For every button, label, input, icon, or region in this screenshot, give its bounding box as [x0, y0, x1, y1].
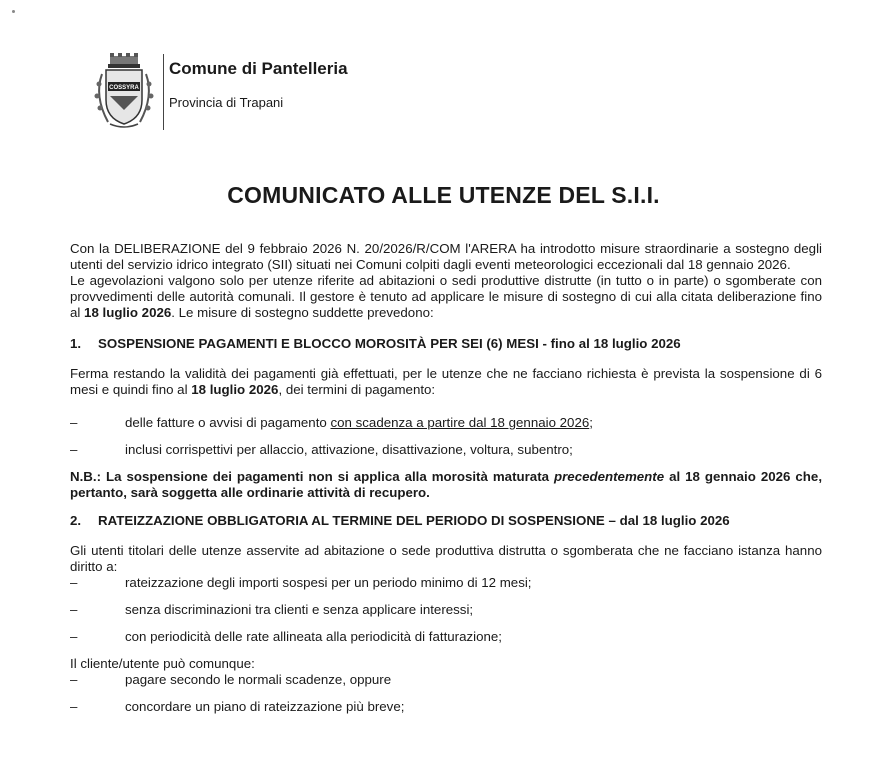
section-1-number: 1. — [70, 336, 82, 351]
bullet-dash: – — [70, 672, 78, 687]
nota-bene-text: N.B.: La sospensione dei pagamenti non si applica alla morosità maturata — [70, 469, 554, 484]
section-1-deadline-date: 18 luglio 2026 — [191, 382, 279, 397]
intro-paragraph-2-tail: . Le misure di sostegno suddette prevedono: — [171, 305, 434, 320]
bullet-text — [125, 415, 593, 431]
document-title: COMUNICATO ALLE UTENZE DEL S.I.I. — [227, 182, 660, 208]
document-body — [70, 241, 822, 715]
bullet-dash: – — [70, 415, 78, 430]
intro-paragraph-1: Con la DELIBERAZIONE del 9 febbraio 2026 N. 20/2026/R/COM l'ARERA ha introdotto misure straordinarie a sostegno degli utenti del servizio idrico integrato (SII) situati nei Comuni colpiti dagli eventi meteorologici eccezionali dal 18 gennaio 2026. — [70, 241, 822, 272]
list-item — [70, 699, 822, 715]
section-2-paragraph: Gli utenti titolari delle utenze asservite ad abitazione o sede produttiva distrutta o sgomberata che ne facciano istanza hanno diritto a: — [70, 543, 822, 574]
bullet-dash: – — [70, 602, 78, 617]
nota-bene-emphasis: precedentemente — [554, 469, 665, 484]
municipality-name: Comune di Pantelleria — [169, 59, 348, 78]
section-1-paragraph-tail: , dei termini di pagamento: — [278, 382, 436, 397]
province-name: Provincia di Trapani — [169, 95, 284, 110]
bullet-text-lead: delle fatture o avvisi di pagamento — [125, 415, 331, 430]
section-1-paragraph — [70, 366, 822, 398]
list-item — [70, 629, 822, 645]
nota-bene-tail: al 18 gennaio 2026 che, pertanto, sarà soggetta alle ordinarie attività di recupero. — [70, 469, 823, 500]
crest-label: COSSYRA — [109, 85, 139, 91]
section-2-number: 2. — [70, 513, 82, 528]
bullet-dash: – — [70, 699, 78, 714]
bullet-text: senza discriminazioni tra clienti e senza applicare interessi; — [125, 602, 474, 617]
bullet-dash: – — [70, 442, 78, 457]
list-item — [70, 602, 822, 618]
bullet-dash: – — [70, 575, 78, 590]
intro-paragraph-2 — [70, 273, 822, 321]
nota-bene — [70, 469, 822, 501]
municipal-crest-icon — [88, 52, 160, 132]
intro-deadline-date: 18 luglio 2026 — [84, 305, 172, 320]
underlined-deadline: con scadenza a partire dal 18 gennaio 2026 — [330, 415, 590, 430]
bullet-text: pagare secondo le normali scadenze, oppure — [125, 672, 392, 687]
list-item — [70, 672, 822, 688]
bullet-text: inclusi corrispettivi per allaccio, attivazione, disattivazione, voltura, subentro; — [125, 442, 573, 457]
bullet-text: concordare un piano di rateizzazione più breve; — [125, 699, 405, 714]
list-item — [70, 415, 822, 431]
section-2-title: RATEIZZAZIONE OBBLIGATORIA AL TERMINE DEL PERIODO DI SOSPENSIONE – dal 18 luglio 2026 — [98, 513, 730, 528]
options-intro: Il cliente/utente può comunque: — [70, 656, 255, 671]
bullet-text: rateizzazione degli importi sospesi per un periodo minimo di 12 mesi; — [125, 575, 532, 590]
section-2-heading — [70, 513, 822, 529]
scan-speck — [12, 10, 15, 13]
bullet-text-end: ; — [589, 415, 593, 430]
section-1-heading — [70, 336, 822, 352]
list-item — [70, 575, 822, 591]
intro-paragraph-2-text: Le agevolazioni valgono solo per utenze riferite ad abitazioni o sedi produttive distrutte (in tutto o in parte) o sgomberate con provvedimenti delle autorità comunali. Il gestore è tenuto ad applicare le misure di sostegno di cui alla citata deliberazione fino al — [70, 273, 822, 320]
section-1-title: SOSPENSIONE PAGAMENTI E BLOCCO MOROSITÀ PER SEI (6) MESI - fino al 18 luglio 2026 — [98, 336, 681, 351]
bullet-dash: – — [70, 629, 78, 644]
section-1-paragraph-text: Ferma restando la validità dei pagamenti già effettuati, per le utenze che ne facciano richiesta è prevista la sospensione di 6 mesi e quindi fino al — [70, 366, 822, 397]
list-item — [70, 442, 822, 458]
header-divider — [163, 54, 164, 130]
bullet-text: con periodicità delle rate allineata alla periodicità di fatturazione; — [125, 629, 502, 644]
